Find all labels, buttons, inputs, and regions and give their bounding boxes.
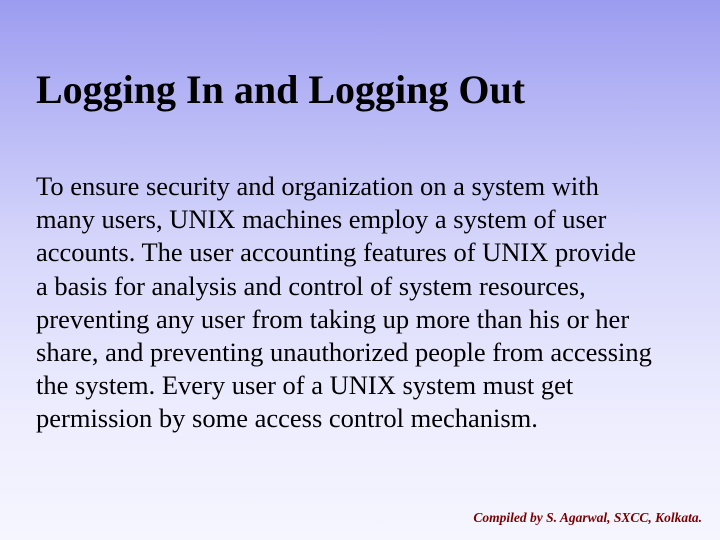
slide-title: Logging In and Logging Out <box>36 67 526 112</box>
body-line: preventing any user from taking up more than his or her <box>36 303 630 334</box>
slide-footer-credit: Compiled by S. Agarwal, SXCC, Kolkata. <box>473 510 702 525</box>
body-line: many users, UNIX machines employ a system of user <box>36 204 607 235</box>
body-line: share, and preventing unauthorized people from accessing <box>36 337 652 368</box>
slide-body <box>36 170 706 436</box>
body-line: the system. Every user of a UNIX system must get <box>36 370 574 401</box>
body-line: a basis for analysis and control of system resources, <box>36 270 586 301</box>
body-line: permission by some access control mechanism. <box>36 403 538 434</box>
body-line: accounts. The user accounting features of UNIX provide <box>36 237 636 268</box>
body-line: To ensure security and organization on a system with <box>36 171 599 201</box>
